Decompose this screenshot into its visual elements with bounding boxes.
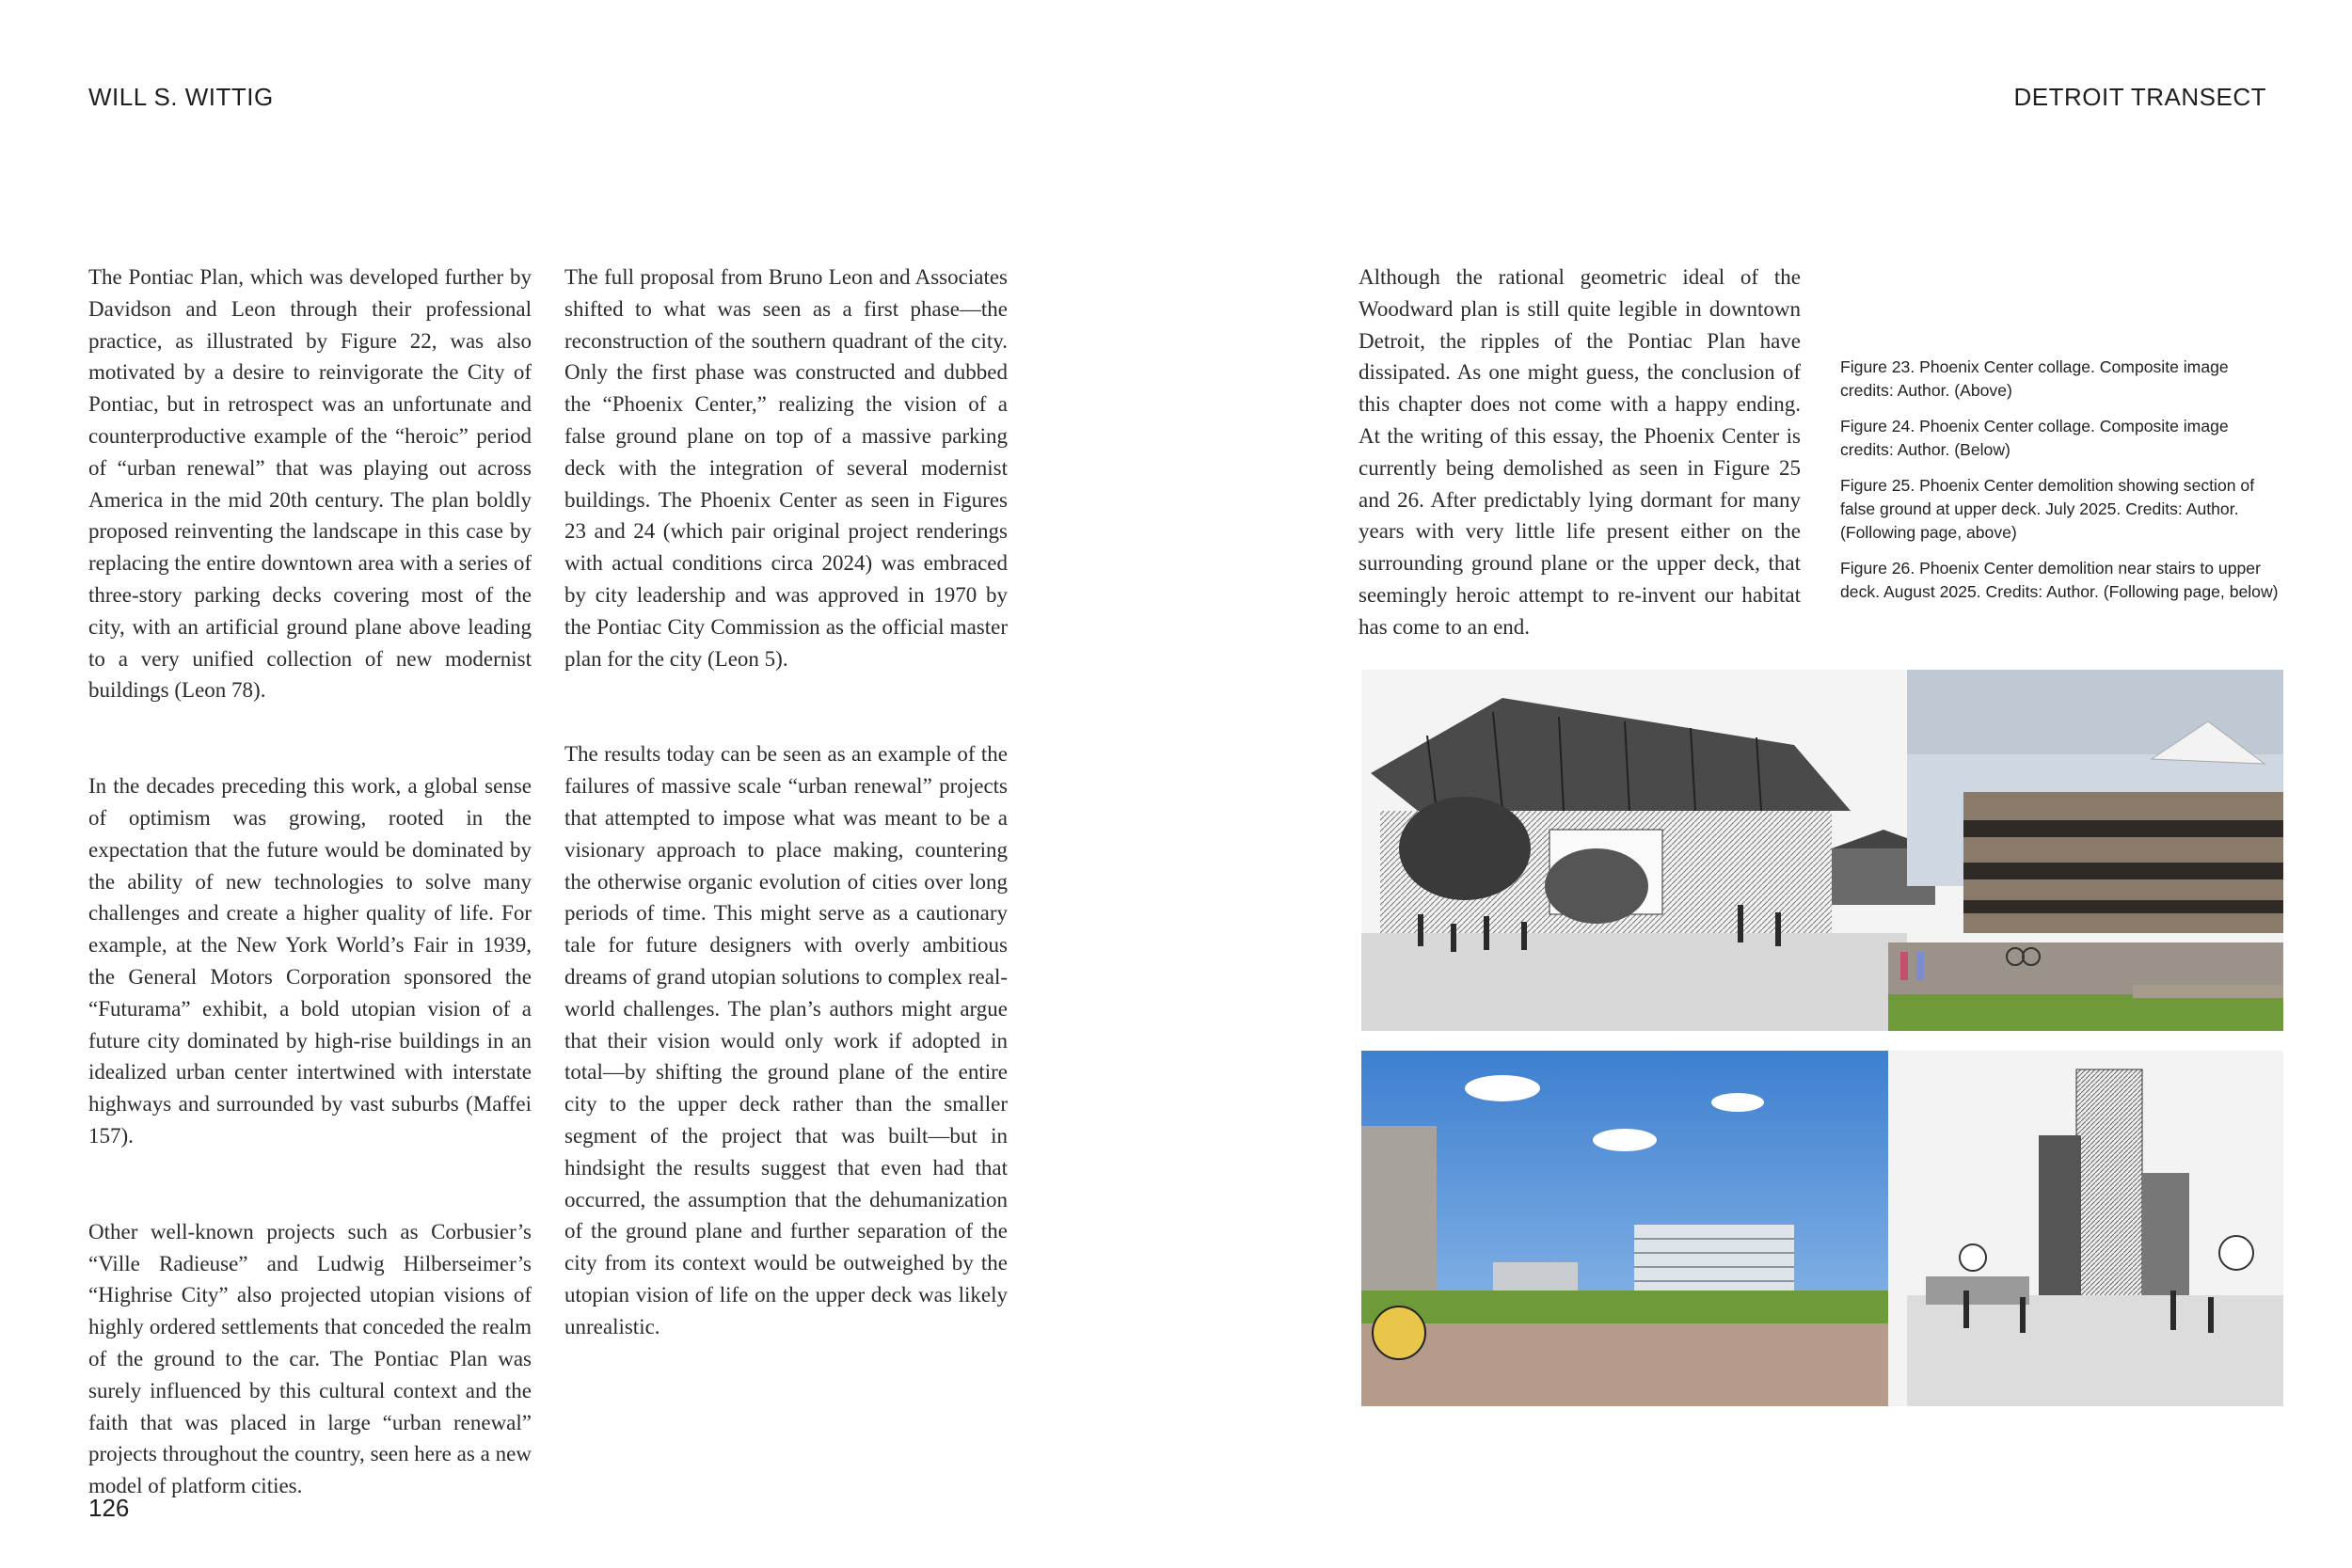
text-column-2 bbox=[564, 261, 1008, 1343]
paragraph: In the decades preceding this work, a global sense of optimism was growing, rooted in the expectation that the future would be dominated by the ability of new technologies to solve many challenges and create a higher quality of life. For example, at the New York World’s Fair in 1939, the General Motors Corporation sponsored the “Futurama” exhibit, a bold utopian vision of a future city dominated by high-rise buildings in an idealized urban center intertwined with interstate highways and surrounded by vast suburbs (Maffei 157). bbox=[88, 774, 532, 1148]
caption-figure-23: Figure 23. Phoenix Center collage. Composite image credits: Author. (Above) bbox=[1840, 357, 2229, 401]
page-number: 126 bbox=[88, 1494, 130, 1522]
running-header-author: WILL S. WITTIG bbox=[88, 83, 274, 111]
paragraph: The full proposal from Bruno Leon and Associates shifted to what was seen as a first phase—the reconstruction of the southern quadrant of the city. Only the first phase was constructed and dubbed the “Phoenix Center,” realizing the vision of a false ground plane on top of a massive parking deck with the integration of several modernist buildings. The Phoenix Center as seen in Figures 23 and 24 (which pair original project renderings with actual conditions circa 2024) was embraced by city leadership and was approved in 1970 by the Pontiac City Commission as the official master plan for the city (Leon 5). bbox=[564, 265, 1008, 671]
paragraph: Although the rational geometric ideal of the Woodward plan is still quite legible in downtown Detroit, the ripples of the Pontiac Plan have dissipated. As one might guess, the conclusion of this chapter does not come with a happy ending. At the writing of this essay, the Phoenix Center is currently being demolished as seen in Figure 25 and 26. After predictably lying dormant for many years with very little life present either on the surrounding ground plane or the upper deck, that seemingly heroic attempt to re-invent our habitat has come to an end. bbox=[1359, 265, 1801, 639]
text-column-3 bbox=[1359, 261, 1801, 643]
figure-captions bbox=[1840, 356, 2284, 616]
paragraph: Other well-known projects such as Corbusier’s “Ville Radieuse” and Ludwig Hilberseimer’s “Highrise City” also projected utopian visions of highly ordered settlements that conceded the realm of the ground to the car. The Pontiac Plan was surely influenced by this cultural context and the faith that was placed in large “urban renewal” projects throughout the country, seen here as a new model of platform cities. bbox=[88, 1219, 532, 1498]
paragraph: The Pontiac Plan, which was developed further by Davidson and Leon through their professional practice, as illustrated by Figure 22, was also motivated by a desire to reinvigorate the City of Pontiac, but in retrospect was an unfortunate and counterproductive example of the “heroic” period of “urban renewal” that was playing out across America in the mid 20th century. The plan boldly proposed reinventing the landscape in this case by replacing the entire downtown area with a series of three-story parking decks covering most of the city, with an artificial ground plane above leading to a very unified collection of new modernist buildings (Leon 78). bbox=[88, 265, 532, 703]
running-header-title: DETROIT TRANSECT bbox=[2013, 83, 2266, 111]
text-column-1 bbox=[88, 261, 532, 1502]
caption-figure-26: Figure 26. Phoenix Center demolition near stairs to upper deck. August 2025. Credits: Author. (Following page, below) bbox=[1840, 558, 2279, 602]
caption-figure-24: Figure 24. Phoenix Center collage. Composite image credits: Author. (Below) bbox=[1840, 416, 2229, 460]
figure-23-collage-image bbox=[1361, 670, 2283, 1031]
paragraph: The results today can be seen as an example of the failures of massive scale “urban renewal” projects that attempted to impose what was meant to be a visionary approach to place making, countering the otherwise organic evolution of cities over long periods of time. This might serve as a cautionary tale for future designers with overly ambitious dreams of grand utopian solutions to complex real-world challenges. The plan’s authors might argue that their vision would only work if adopted in total—by shifting the ground plane of the entire city to the upper deck rather than the smaller segment of the project that was built—but in hindsight the results suggest that even had that occurred, the assumption that the dehumanization of the ground plane and further separation of the city from its context would be outweighed by the utopian vision of life on the upper deck was likely unrealistic. bbox=[564, 742, 1008, 1338]
figure-24-collage-image bbox=[1361, 1051, 2283, 1406]
caption-figure-25: Figure 25. Phoenix Center demolition showing section of false ground at upper deck. July 2025. Credits: Author. (Following page, above) bbox=[1840, 475, 2255, 543]
